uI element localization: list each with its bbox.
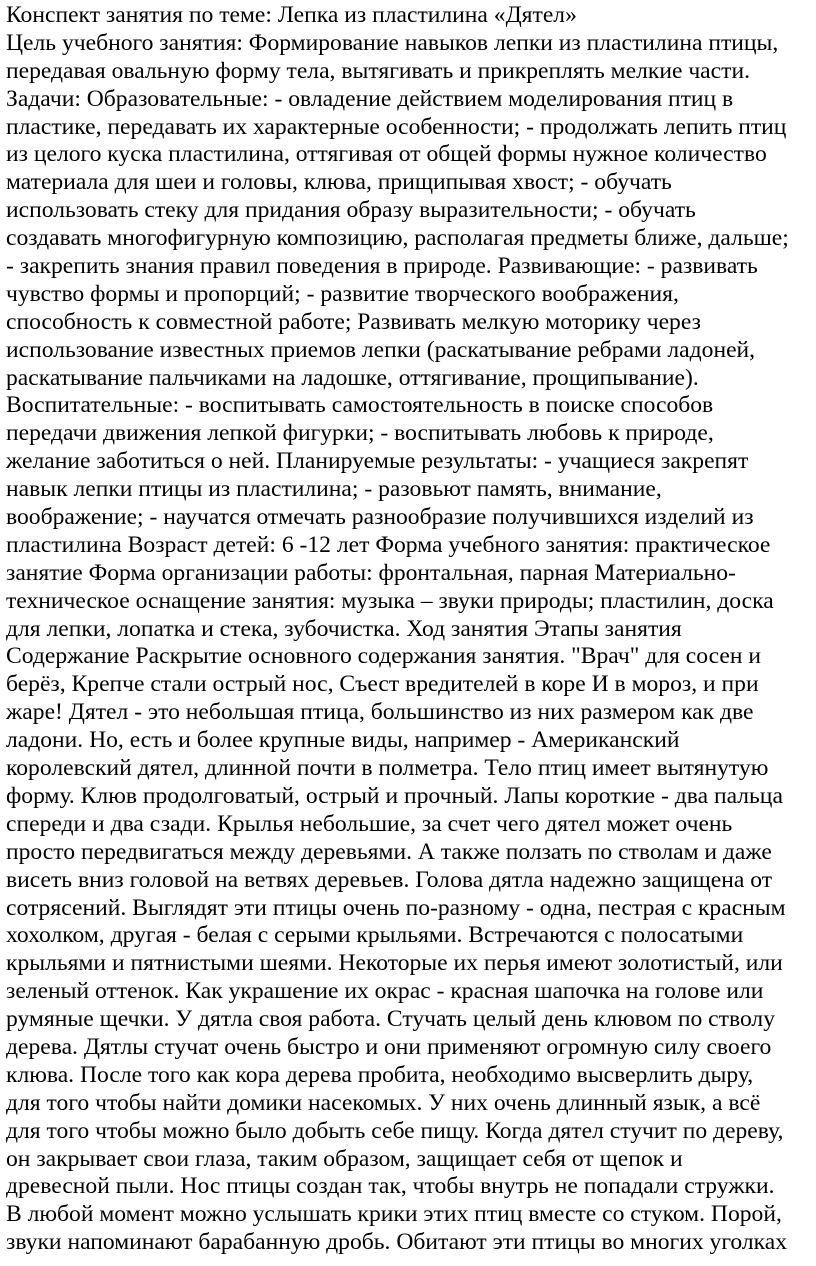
text-line: Задачи: Образовательные: - овладение действием моделирования птиц в — [6, 85, 734, 112]
text-line: передавая овальную форму тела, вытягивать и прикреплять мелкие части. — [6, 57, 750, 84]
text-line: В любой момент можно услышать крики этих птиц вместе со стуком. Порой, — [6, 1201, 782, 1228]
text-line: навык лепки птицы из пластилина; - разовьют память, внимание, — [6, 476, 662, 503]
text-line: Воспитательные: - воспитывать самостоятельность в поиске способов — [6, 392, 714, 419]
text-line: звуки напоминают барабанную дробь. Обитают эти птицы во многих уголках — [6, 1229, 788, 1256]
text-line: передачи движения лепкой фигурки; - воспитывать любовь к природе, — [6, 420, 714, 447]
text-line: занятие Форма организации работы: фронтальная, парная Материально- — [6, 559, 736, 586]
text-line: - закрепить знания правил поведения в природе. Развивающие: - развивать — [6, 253, 758, 280]
text-line: для того чтобы найти домики насекомых. У них очень длинный язык, а всё — [6, 1089, 761, 1116]
text-line: зеленый оттенок. Как украшение их окрас - красная шапочка на голове или — [6, 978, 764, 1005]
text-line: раскатывание пальчиками на ладошке, оттягивание, прощипывание). — [6, 364, 699, 391]
text-line: висеть вниз головой на ветвях деревьев. Голова дятла надежно защищена от — [6, 866, 773, 893]
text-line: для того чтобы можно было добыть себе пищу. Когда дятел стучит по дереву, — [6, 1117, 784, 1144]
text-line: румяные щечки. У дятла своя работа. Стучать целый день клювом по стволу — [6, 1006, 775, 1033]
text-line: чувство формы и пропорций; - развитие творческого воображения, — [6, 280, 679, 307]
text-line: клюва. После того как кора дерева пробита, необходимо высверлить дыру, — [6, 1061, 754, 1088]
text-line: он закрывает свои глаза, таким образом, защищает себя от щепок и — [6, 1145, 683, 1172]
text-line: желание заботиться о ней. Планируемые результаты: - учащиеся закрепят — [6, 448, 749, 475]
text-line: воображение; - научатся отмечать разнообразие получившихся изделий из — [6, 504, 754, 531]
text-line: спереди и два сзади. Крылья небольшие, за счет чего дятел может очень — [6, 810, 733, 837]
text-line: пластике, передавать их характерные особенности; - продолжать лепить птиц — [6, 113, 787, 140]
text-line: королевский дятел, длинной почти в полметра. Тело птиц имеет вытянутую — [6, 755, 769, 782]
text-line: использовать стеку для придания образу выразительности; - обучать — [6, 197, 696, 224]
text-line: пластилина Возраст детей: 6 -12 лет Форма учебного занятия: практическое — [6, 531, 771, 558]
text-line: из целого куска пластилина, оттягивая от общей формы нужное количество — [6, 141, 767, 168]
text-line: способность к совместной работе; Развивать мелкую моторику через — [6, 308, 701, 335]
text-line: берёз, Крепче стали острый нос, Съест вредителей в коре И в мороз, и при — [6, 671, 759, 698]
text-line: Содержание Раскрытие основного содержания занятия. "Врач" для сосен и — [6, 643, 761, 670]
text-line: форму. Клюв продолговатый, острый и прочный. Лапы короткие - два пальца — [6, 782, 783, 809]
text-line: сотрясений. Выглядят эти птицы очень по-разному - одна, пестрая с красным — [6, 894, 786, 921]
text-line: древесной пыли. Нос птицы создан так, чтобы внутрь не попадали стружки. — [6, 1173, 775, 1200]
text-line: просто передвигаться между деревьями. А также ползать по стволам и даже — [6, 838, 772, 865]
text-line: использование известных приемов лепки (раскатывание ребрами ладоней, — [6, 336, 756, 363]
document-body — [6, 2, 814, 1257]
text-line: Цель учебного занятия: Формирование навыков лепки из пластилина птицы, — [6, 29, 779, 56]
text-line: для лепки, лопатка и стека, зубочистка. Ход занятия Этапы занятия — [6, 615, 682, 642]
text-line: крыльями и пятнистыми шеями. Некоторые их перья имеют золотистый, или — [6, 950, 783, 977]
document-title: Конспект занятия по теме: Лепка из пластилина «Дятел» — [6, 2, 577, 28]
text-line: дерева. Дятлы стучат очень быстро и они применяют огромную силу своего — [6, 1033, 772, 1060]
text-line: ладони. Но, есть и более крупные виды, например - Американский — [6, 727, 680, 754]
text-line: материала для шеи и головы, клюва, прищипывая хвост; - обучать — [6, 169, 672, 196]
text-line: жаре! Дятел - это небольшая птица, большинство из них размером как две — [6, 699, 754, 726]
text-line: техническое оснащение занятия: музыка – звуки природы; пластилин, доска — [6, 587, 774, 614]
text-line: хохолком, другая - белая с серыми крыльями. Встречаются с полосатыми — [6, 922, 744, 949]
text-line: создавать многофигурную композицию, располагая предметы ближе, дальше; — [6, 225, 789, 252]
